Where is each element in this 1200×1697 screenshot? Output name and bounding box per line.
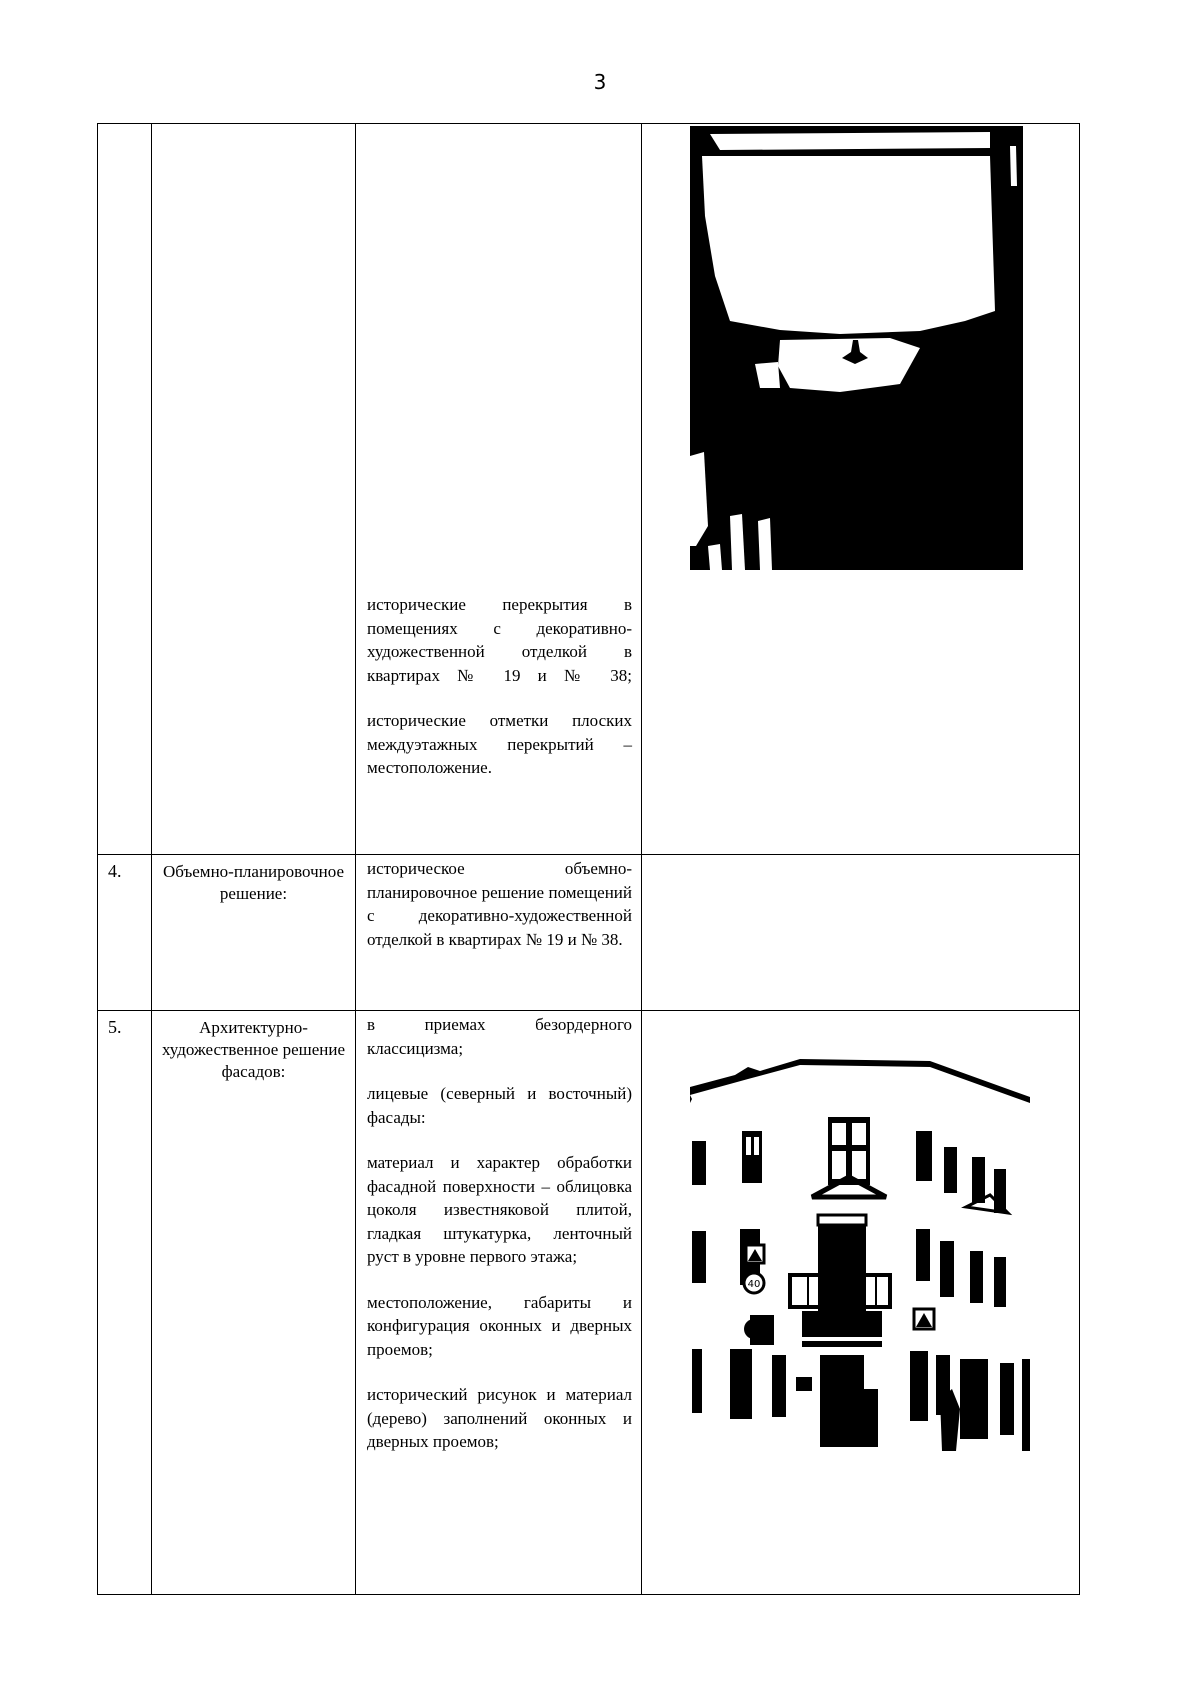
table-row bbox=[98, 855, 1080, 1011]
description-paragraph: материал и характер обработки фасадной поверхности – облицовка цоколя известняковой плитой, гладкая штукатурка, ленточный руст в уровне первого этажа; bbox=[367, 1153, 632, 1266]
table-row bbox=[98, 124, 1080, 855]
row-description bbox=[356, 1011, 642, 1595]
speed-limit-sign: 40 bbox=[747, 1279, 761, 1290]
description-paragraph: историческое объемно-планировочное решение помещений с декоративно-художественной отделкой в квартирах № 19 и № 38. bbox=[367, 859, 632, 949]
description-paragraph: лицевые (северный и восточный) фасады: bbox=[367, 1084, 632, 1127]
row-number bbox=[98, 124, 152, 855]
description-paragraph: исторические перекрытия в помещениях с декоративно-художественной отделкой в квартирах № 19 и № 38; bbox=[367, 595, 632, 685]
description-paragraph: местоположение, габариты и конфигурация оконных и дверных проемов; bbox=[367, 1292, 632, 1359]
row-number: 4. bbox=[98, 855, 152, 1011]
table-row bbox=[98, 1011, 1080, 1595]
monument-subject-table bbox=[97, 123, 1080, 1595]
building-facade-photo bbox=[690, 1059, 1030, 1451]
page-number: 3 bbox=[593, 70, 607, 94]
row-name: Объемно-планировочное решение: bbox=[152, 855, 356, 1011]
photo-cell bbox=[642, 124, 1080, 855]
row-description bbox=[356, 124, 642, 855]
row-number: 5. bbox=[98, 1011, 152, 1595]
row-name: Архитектурно-художественное решение фасадов: bbox=[152, 1011, 356, 1595]
photo-cell bbox=[642, 1011, 1080, 1595]
description-paragraph: исторические отметки плоских междуэтажных перекрытий – местоположение. bbox=[367, 711, 632, 777]
row-description bbox=[356, 855, 642, 1011]
photo-cell bbox=[642, 855, 1080, 1011]
description-paragraph: в приемах безордерного классицизма; bbox=[367, 1015, 632, 1058]
interior-ceiling-photo bbox=[690, 126, 1023, 570]
description-paragraph: исторический рисунок и материал (дерево) заполнений оконных и дверных проемов; bbox=[367, 1385, 632, 1451]
row-name bbox=[152, 124, 356, 855]
